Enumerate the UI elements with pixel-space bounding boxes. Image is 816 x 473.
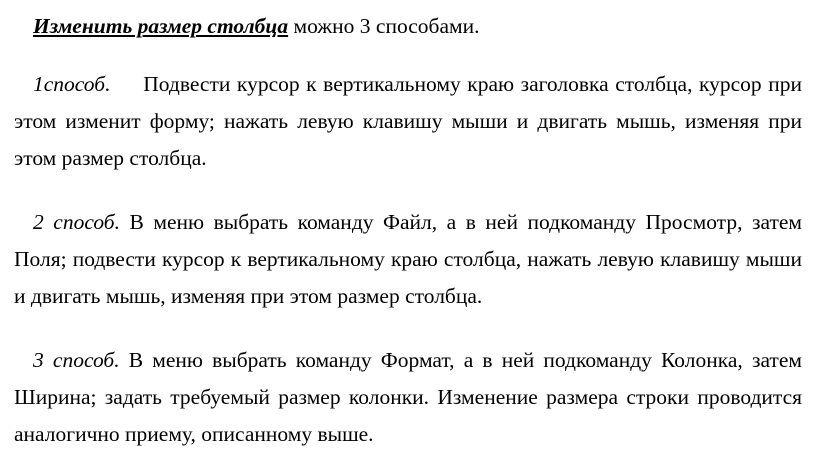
- intro-emphasis: Изменить размер столбца: [33, 14, 289, 38]
- method-1-text: Подвести курсор к вертикальному краю заголовка столбца, курсор при этом изменит форму; нажать левую клавишу мыши и двигать мышь, изменяя при этом размер столбца.: [14, 72, 802, 170]
- method-2-paragraph: [14, 204, 802, 315]
- method-1-paragraph: [14, 66, 802, 177]
- method-1-label: 1способ.: [33, 72, 111, 96]
- intro-text: можно 3 способами.: [288, 14, 480, 38]
- method-2-text: В меню выбрать команду Файл, а в ней подкоманду Просмотр, затем Поля; подвести курсор к вертикальному краю столбца, нажать левую клавишу мыши и двигать мышь, изменяя при этом размер столбца.: [14, 210, 802, 308]
- intro-paragraph: [14, 8, 802, 45]
- method-3-paragraph: [14, 342, 802, 453]
- method-3-label: 3 способ.: [33, 348, 120, 372]
- method-2-label: 2 способ.: [33, 210, 120, 234]
- method-3-text: В меню выбрать команду Формат, а в ней подкоманду Колонка, затем Ширина; задать требуемый размер колонки. Изменение размера строки проводится аналогично приему, описанному выше.: [14, 348, 802, 446]
